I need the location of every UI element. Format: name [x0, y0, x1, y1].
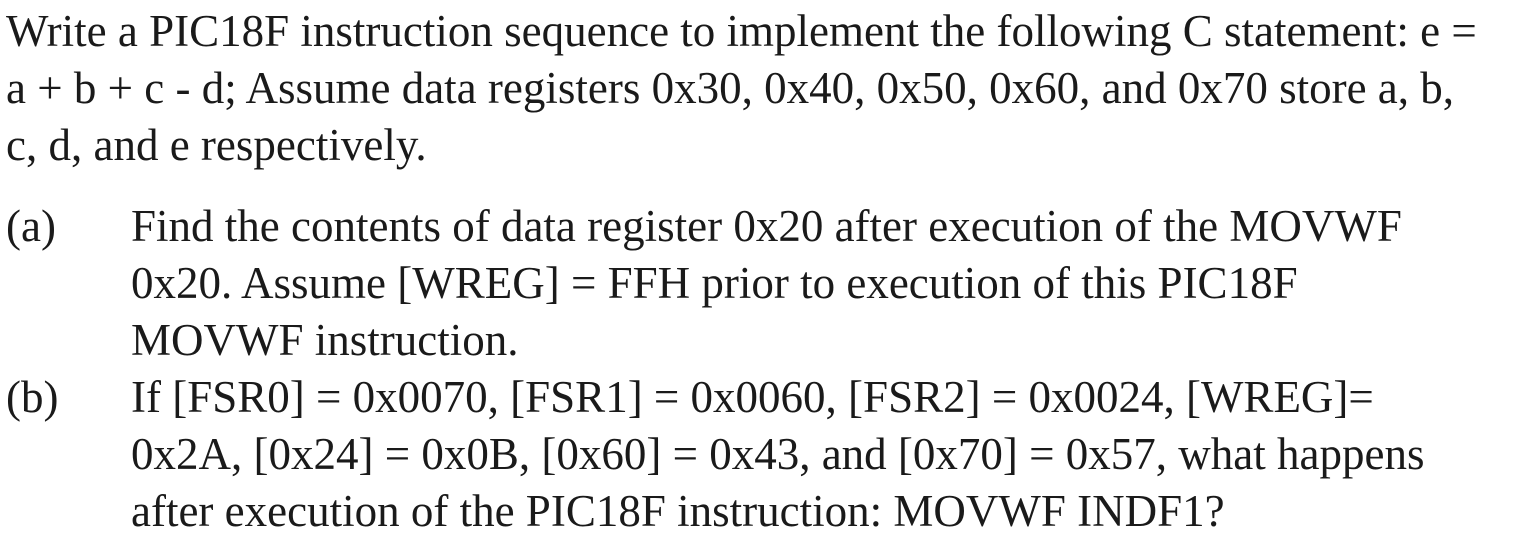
part-a-text — [131, 198, 1506, 369]
part-b-text — [131, 369, 1506, 540]
part-b-line-3: after execution of the PIC18F instruction: MOVWF INDF1? — [131, 486, 1225, 536]
part-b-label: (b) — [6, 372, 59, 422]
intro-line-1: Write a PIC18F instruction sequence to implement the following C statement: e = — [6, 6, 1477, 56]
part-a-label: (a) — [6, 201, 56, 251]
intro-line-3: c, d, and e respectively. — [6, 120, 427, 170]
part-b-line-2: 0x2A, [0x24] = 0x0B, [0x60] = 0x43, and [0x70] = 0x57, what happens — [131, 429, 1425, 479]
document-page — [6, 0, 1521, 539]
part-a-line-3: MOVWF instruction. — [131, 315, 519, 365]
part-a-line-1: Find the contents of data register 0x20 after execution of the MOVWF — [131, 201, 1402, 251]
part-a-line-2: 0x20. Assume [WREG] = FFH prior to execution of this PIC18F — [131, 258, 1298, 308]
part-b-line-1: If [FSR0] = 0x0070, [FSR1] = 0x0060, [FSR2] = 0x0024, [WREG]= — [131, 372, 1374, 422]
intro-line-2: a + b + c - d; Assume data registers 0x30, 0x40, 0x50, 0x60, and 0x70 store a, b, — [6, 63, 1455, 113]
question-intro — [6, 3, 1521, 174]
